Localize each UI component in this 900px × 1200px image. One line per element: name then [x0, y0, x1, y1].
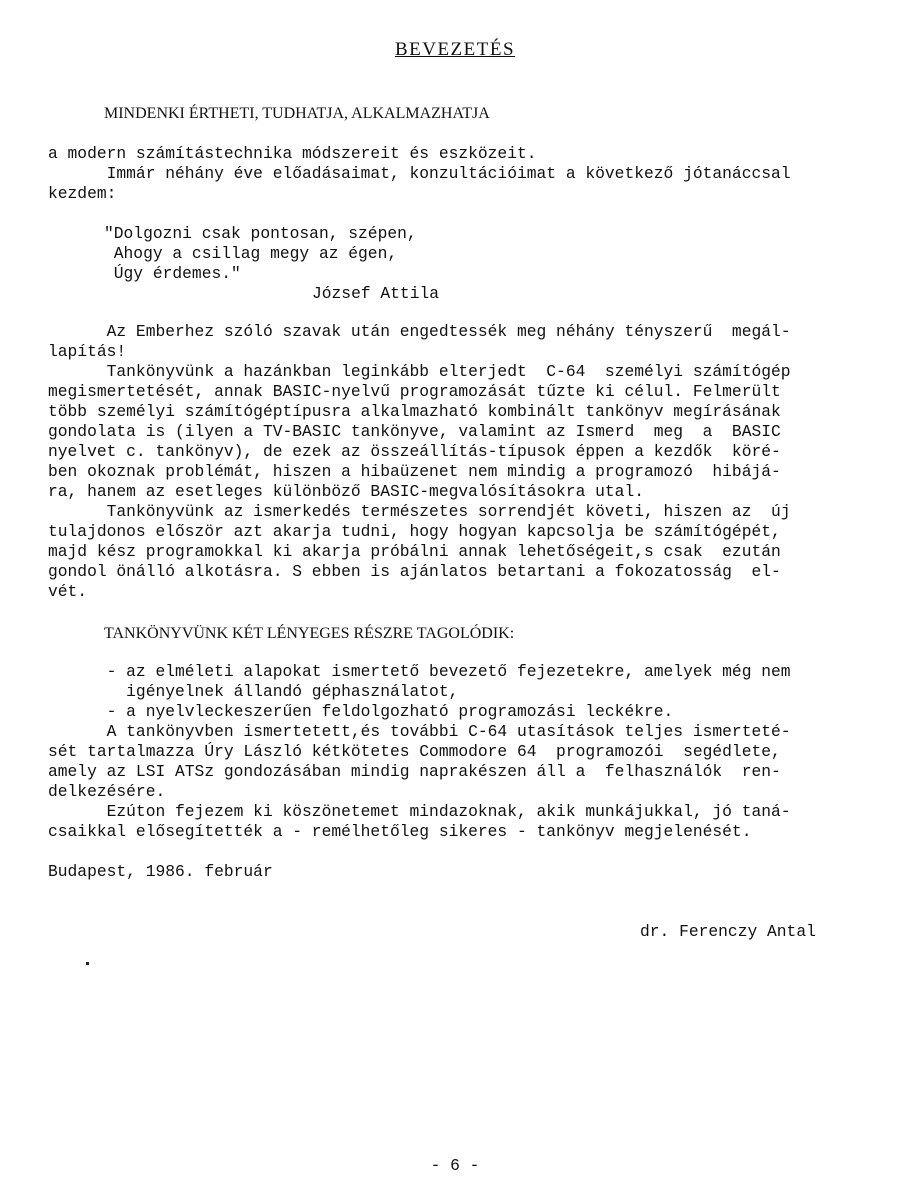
- text-line: Ezúton fejezem ki köszönetemet mindazoknak, akik munkájukkal, jó taná-: [48, 802, 791, 821]
- list-item: igényelnek állandó géphasználatot,: [48, 682, 459, 701]
- text-line: csaikkal elősegítették a - remélhetőleg sikeres - tankönyv megjelenését.: [48, 822, 752, 841]
- heading-mindenki: MINDENKI ÉRTHETI, TUDHATJA, ALKALMAZHATJA: [104, 105, 490, 122]
- text-line: kezdem:: [48, 184, 117, 203]
- list-item: - a nyelvleckeszerűen feldolgozható programozási leckékre.: [48, 702, 674, 721]
- poem-author: József Attila: [312, 284, 440, 303]
- poem-line: Ahogy a csillag megy az égen,: [104, 244, 398, 263]
- page-title: BEVEZETÉS: [394, 39, 516, 60]
- text-line: tulajdonos először azt akarja tudni, hogy hogyan kapcsolja be számítógépét,: [48, 522, 781, 541]
- text-line: sét tartalmazza Úry László kétkötetes Commodore 64 programozói segédlete,: [48, 742, 781, 761]
- main-paragraph: [48, 322, 870, 602]
- text-line: lapítás!: [48, 342, 127, 361]
- text-line: a modern számítástechnika módszereit és eszközeit.: [48, 144, 537, 163]
- page-number: - 6 -: [430, 1156, 480, 1175]
- heading-tagolodik: TANKÖNYVÜNK KÉT LÉNYEGES RÉSZRE TAGOLÓDIK:: [104, 625, 515, 642]
- author-signature: dr. Ferenczy Antal: [640, 922, 816, 941]
- text-line: vét.: [48, 582, 88, 601]
- text-line: gondolata is (ilyen a TV-BASIC tankönyve, valamint az Ismerd meg a BASIC: [48, 422, 781, 441]
- list-item: - az elméleti alapokat ismertető bevezető fejezetekre, amelyek még nem: [48, 662, 791, 681]
- poem-line: Úgy érdemes.": [104, 264, 241, 283]
- poem-line: "Dolgozni csak pontosan, szépen,: [104, 224, 417, 243]
- text-line: amely az LSI ATSz gondozásában mindig naprakészen áll a felhasználók ren-: [48, 762, 781, 781]
- place-date: Budapest, 1986. február: [48, 862, 273, 881]
- text-line: Tankönyvünk az ismerkedés természetes sorrendjét követi, hiszen az új: [48, 502, 791, 521]
- text-line: ra, hanem az esetleges különböző BASIC-megvalósításokra utal.: [48, 482, 644, 501]
- stray-dot-mark: [86, 962, 89, 965]
- list-paragraph: [48, 662, 870, 842]
- text-line: ben okoznak problémát, hiszen a hibaüzenet nem mindig a programozó hibájá-: [48, 462, 781, 481]
- text-line: Az Emberhez szóló szavak után engedtessék meg néhány tényszerű megál-: [48, 322, 791, 341]
- intro-paragraph: [48, 144, 870, 204]
- text-line: delkezésére.: [48, 782, 166, 801]
- text-line: gondol önálló alkotásra. S ebben is ajánlatos betartani a fokozatosság el-: [48, 562, 781, 581]
- text-line: több személyi számítógéptípusra alkalmazható kombinált tankönyv megírásának: [48, 402, 781, 421]
- text-line: Immár néhány éve előadásaimat, konzultációimat a következő jótanáccsal: [48, 164, 791, 183]
- text-line: A tankönyvben ismertetett,és további C-64 utasítások teljes ismerteté-: [48, 722, 791, 741]
- text-line: megismertetését, annak BASIC-nyelvű programozását tűzte ki célul. Felmerült: [48, 382, 781, 401]
- text-line: Tankönyvünk a hazánkban leginkább elterjedt C-64 személyi számítógép: [48, 362, 791, 381]
- text-line: nyelvet c. tankönyv), de ezek az összeállítás-típusok éppen a kezdők köré-: [48, 442, 781, 461]
- text-line: majd kész programokkal ki akarja próbálni annak lehetőségeit,s csak ezután: [48, 542, 781, 561]
- poem-quote: [104, 224, 439, 304]
